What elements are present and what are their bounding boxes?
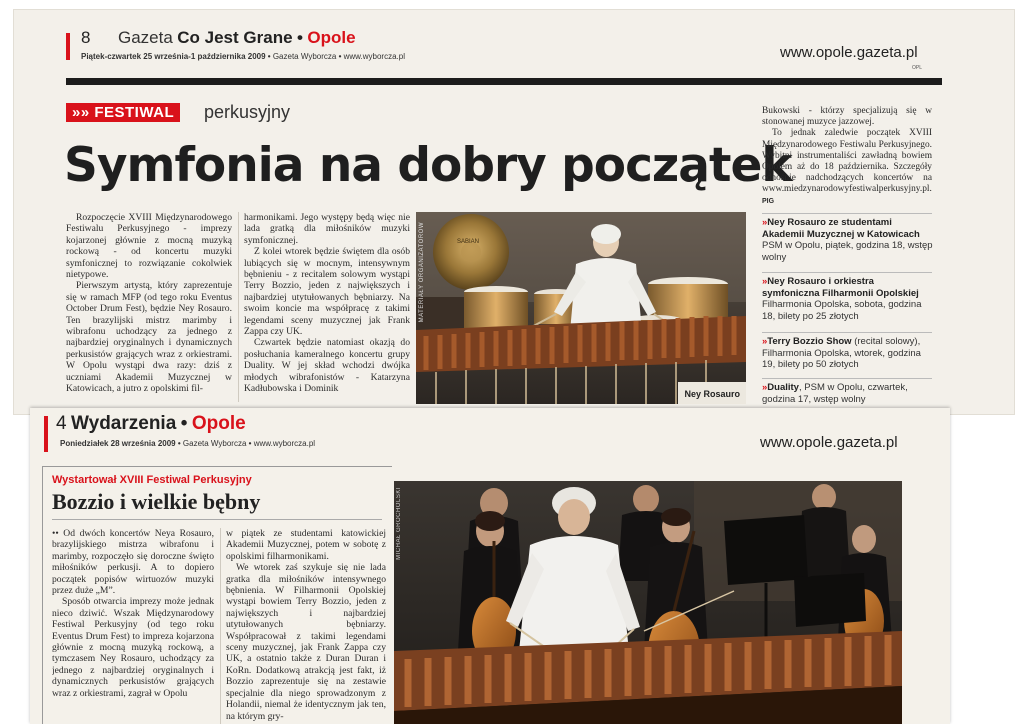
dateline bbox=[81, 52, 405, 61]
masthead-city: Opole bbox=[307, 28, 356, 47]
dateline-paper: Gazeta Wyborcza bbox=[272, 52, 337, 61]
article-column-1 bbox=[66, 212, 232, 404]
photo-credit: MICHAŁ GROCHOLSKI bbox=[396, 487, 402, 560]
article-side-column bbox=[762, 106, 932, 210]
article-column-1 bbox=[52, 528, 214, 724]
column-divider bbox=[238, 212, 239, 402]
photo-orchestra-illustration bbox=[394, 481, 902, 724]
paragraph: w piątek ze studentami katowickiej Akademii Muzycznej, potem w sobotę z opolskimi filharmonikami. bbox=[226, 528, 386, 562]
photo-caption-box bbox=[678, 382, 746, 404]
masthead bbox=[56, 413, 246, 435]
site-url: www.opole.gazeta.pl bbox=[760, 434, 898, 451]
festival-tag: »» FESTIWAL bbox=[66, 103, 180, 122]
event-details: Filharmonia Opolska, wtorek, godzina 19, bilety po 50 złotych bbox=[762, 347, 921, 370]
clipping-festival-report bbox=[30, 408, 950, 724]
paragraph: •• Od dwóch koncertów Neya Rosauro, brazylijskiego mistrza wibrafonu i marimby, rozpoczęło się doroczne święto miłośników perkusji. A to dopiero początek popisów wirtuozów muzyki przez duże „M”. bbox=[52, 528, 214, 597]
masthead-separator: • bbox=[296, 28, 303, 47]
dateline-separator: • bbox=[338, 52, 342, 61]
page-number: 4 bbox=[56, 413, 67, 434]
photo-caption: Ney Rosauro bbox=[684, 389, 740, 399]
masthead-section: Co Jest Grane bbox=[177, 28, 293, 47]
masthead-brand: Gazeta bbox=[118, 28, 173, 47]
arrow-icon: » bbox=[762, 276, 768, 287]
dateline-date: Piątek-czwartek 25 września-1 października 2009 bbox=[81, 52, 266, 61]
paragraph: Z kolei wtorek będzie świętem dla osób lubiących się w mocnym, intensywnym bębnieniu - z recitalem solowym wystąpi Terry Bozzio, jeden z największych i najbardziej utytułowanych bębniarzy. Na swoim koncie ma współpracę z takimi legendami sceny muzycznej jak Frank Zappa czy UK. bbox=[244, 246, 410, 338]
masthead-section: Wydarzenia bbox=[71, 413, 177, 434]
gong-brand: SABIAN bbox=[457, 239, 480, 245]
arrow-icon: » bbox=[762, 217, 768, 228]
dateline-date: Poniedziałek 28 września 2009 bbox=[60, 439, 176, 448]
dateline-url: www.wyborcza.pl bbox=[253, 439, 316, 448]
paragraph: Pierwszym artystą, który zaprezentuje się w ramach MFP (od tego roku Eventus October Drum Fest), będzie Ney Rosauro. Ten brazylijski mistrz marimby i wibrafonu uchodzący za jednego z najbardziej oryginalnych i dynamicznych perkusistów grających wraz z orkiestrami. W Opolu wystąpi dwa razy: dziś z uczniami Akademii Muzycznej w Katowicach, a jutro z opolskimi fil- bbox=[66, 280, 232, 395]
arrow-icon: » bbox=[762, 336, 768, 347]
dateline bbox=[60, 439, 315, 448]
paragraph-text: To jednak zaledwie początek XVIII Międzynarodowego Festiwalu Perkusyjnego. Wybitni instrumentaliści zawładną bowiem Opolem aż do 18 października. Szczegóły odnośnie nadchodzących koncertów na www.miedzynarodowyfestiwalperkusyjny.pl. bbox=[762, 128, 932, 195]
event-divider bbox=[762, 378, 932, 379]
frame-left bbox=[42, 466, 43, 724]
event-details: PSM w Opolu, czwartek, godzina 17, wstęp wolny bbox=[762, 382, 908, 405]
event-item bbox=[762, 217, 934, 263]
headline-rule bbox=[52, 519, 382, 520]
event-title: Ney Rosauro ze studentami Akademii Muzycznej w Katowicach bbox=[762, 217, 920, 240]
red-page-marker bbox=[44, 416, 48, 452]
dateline-url: www.wyborcza.pl bbox=[343, 52, 405, 61]
paragraph bbox=[762, 128, 932, 206]
event-divider bbox=[762, 272, 932, 273]
event-item bbox=[762, 276, 934, 322]
paragraph: Bukowski - którzy specjalizują się w stonowanej muzyce jazzowej. bbox=[762, 106, 932, 128]
dateline-paper: Gazeta Wyborcza bbox=[182, 439, 247, 448]
event-title: Terry Bozzio Show bbox=[767, 336, 852, 347]
paragraph: Rozpoczęcie XVIII Międzynarodowego Festiwalu Perkusyjnego - imprezy kojarzonej głównie z mocną muzyką rockową - od koncertu muzyki symfonicznej to rozwiązanie cokolwiek nietypowe. bbox=[66, 212, 232, 281]
event-title: Duality bbox=[767, 382, 799, 393]
article-kicker: Wystartował XVIII Festiwal Perkusyjny bbox=[52, 474, 252, 486]
event-divider bbox=[762, 213, 932, 214]
article-column-2 bbox=[244, 212, 410, 404]
event-divider bbox=[762, 332, 932, 333]
paragraph: harmonikami. Jego występy będą więc nie lada gratką dla miłośników muzyki symfonicznej. bbox=[244, 212, 410, 246]
article-column-2 bbox=[226, 528, 386, 724]
article-headline: Bozzio i wielkie bębny bbox=[52, 489, 261, 514]
event-item bbox=[762, 382, 934, 405]
header-rule bbox=[66, 78, 942, 85]
paragraph: We wtorek zaś szykuje się nie lada gratka dla miłośników intensywnego bębnienia. W Filharmonii Opolskiej wystąpi bowiem Terry Bozzio, jeden z największych i najbardziej utytułowanych bębniarzy. Współpracował z takimi legendami sceny muzycznej, jak Frank Zappa czy UK, a ostatnio także z Duran Duran i KoRn. Dodatkową atrakcją jest fakt, iż Bozzio zaprezentuje się na zestawie specjalnie dla niego sprowadzonym z Holandii, niemal że identycznym jak ten, na którym gry- bbox=[226, 562, 386, 722]
event-details: PSM w Opolu, piątek, godzina 18, wstęp wolny bbox=[762, 240, 933, 263]
arrow-icon: » bbox=[762, 382, 768, 393]
header-rule bbox=[42, 466, 392, 467]
red-page-marker bbox=[66, 33, 70, 60]
dateline-separator: • bbox=[177, 439, 181, 448]
event-title: Ney Rosauro i orkiestra symfoniczna Filharmonii Opolskiej bbox=[762, 276, 919, 299]
photo-orchestra-concert bbox=[394, 481, 902, 724]
author-signature: PIG bbox=[762, 197, 775, 205]
photo-ney-rosauro bbox=[416, 212, 746, 404]
masthead-city: Opole bbox=[191, 413, 246, 434]
column-divider bbox=[220, 528, 221, 724]
event-details-sep: , bbox=[798, 382, 805, 393]
paragraph: Sposób otwarcia imprezy może jednak nieco dziwić. Wszak Międzynarodowy Festiwal Perkusyjny (od tego roku Eventus Drum Fest) to impreza kojarzona głównie z mocną muzyką rockową, a tymczasem Ney Rosauro, uchodzący za jednego z najbardziej oryginalnych i dynamicznych perkusistów grających wraz z orkiestrami, zagrał w Opolu bbox=[52, 596, 214, 699]
photo-ney-rosauro-illustration bbox=[416, 212, 746, 404]
dateline-separator: • bbox=[267, 52, 271, 61]
page-number: 8 bbox=[81, 28, 91, 47]
site-url: www.opole.gazeta.pl bbox=[780, 44, 918, 61]
masthead-separator: • bbox=[180, 413, 188, 434]
festival-tag-rest: perkusyjny bbox=[204, 102, 291, 122]
event-details: Filharmonia Opolska, sobota, godzina 18, bilety po 25 złotych bbox=[762, 299, 922, 322]
photo-credit: MATERIAŁY ORGANIZATORÓW bbox=[419, 222, 425, 323]
masthead bbox=[118, 28, 356, 48]
event-title-extra: (recital solowy), bbox=[854, 336, 921, 347]
dateline-separator: • bbox=[248, 439, 252, 448]
headline: Symfonia na dobry początek bbox=[64, 138, 792, 193]
event-item bbox=[762, 336, 934, 371]
site-code: OPL bbox=[912, 65, 923, 71]
paragraph: Czwartek będzie natomiast okazją do posłuchania kameralnego koncertu grupy Duality. W jej skład wchodzi dwójka młodych wibrafonistów - Katarzyna Kadłubowska i Dominik bbox=[244, 337, 410, 395]
clipping-festival-preview bbox=[14, 10, 1014, 414]
